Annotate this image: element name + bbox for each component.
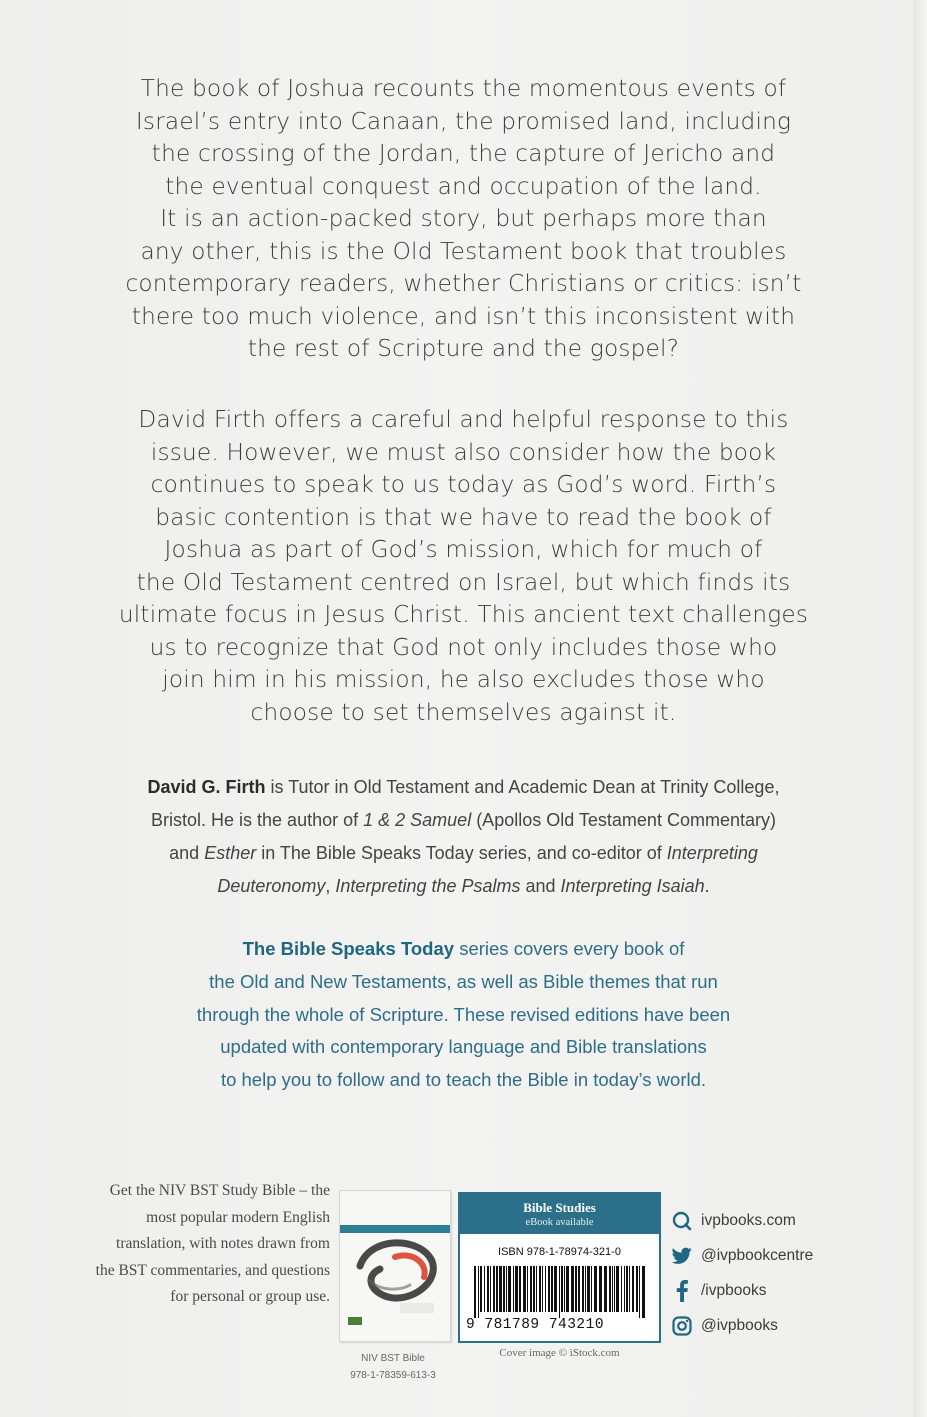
barcode-bar (564, 1266, 565, 1312)
barcode-bar (561, 1266, 563, 1312)
barcode-bar (542, 1266, 543, 1312)
instagram-icon (671, 1315, 693, 1337)
cover-image-credit: Cover image © iStock.com (499, 1347, 620, 1359)
series-description (100, 933, 827, 1097)
ebook-label: eBook available (525, 1217, 594, 1228)
barcode-bar (545, 1266, 546, 1312)
book-title: Esther (204, 843, 257, 863)
barcode-bar (503, 1266, 505, 1312)
barcode-bar (548, 1266, 550, 1312)
author-name: David G. Firth (147, 777, 266, 797)
blurb-line: the crossing of the Jordan, the capture of Jericho and (151, 140, 776, 167)
barcode-bar (624, 1266, 625, 1312)
category-label: Bible Studies (523, 1200, 596, 1215)
bio-text: in The Bible Speaks Today series, and co-editor of (256, 843, 667, 863)
social-website[interactable] (671, 1203, 871, 1238)
barcode-bar (551, 1266, 553, 1312)
bio-text: and (520, 876, 561, 896)
barcode-bar (604, 1266, 607, 1312)
barcode-bar (484, 1266, 485, 1312)
bio-text: . (704, 876, 710, 896)
blurb-paragraph-1 (60, 73, 867, 366)
barcode-bar (527, 1266, 528, 1312)
barcode-bar (496, 1266, 498, 1312)
social-facebook[interactable] (671, 1273, 871, 1308)
twitter-icon (671, 1245, 693, 1267)
barcode-bar (632, 1266, 634, 1312)
barcode-bar (536, 1266, 537, 1312)
barcode-bar (578, 1266, 580, 1312)
blurb-line: issue. However, we must also consider how the book (150, 438, 777, 466)
barcode-bar (533, 1266, 535, 1312)
instagram-text: @ivpbooks (701, 1316, 778, 1334)
barcode-bar (539, 1266, 541, 1312)
bio-text: , (325, 876, 336, 896)
blurb-line: the rest of Scripture and the gospel? (247, 335, 680, 362)
barcode-bar (493, 1266, 495, 1312)
barcode-bar (506, 1266, 507, 1312)
series-line: the Old and New Testaments, as well as Bible themes that run (209, 970, 718, 992)
blurb-line: continues to speak to us today as God’s word. Firth’s (150, 471, 777, 498)
promo-line: translation, with notes drawn from (116, 1235, 330, 1252)
blurb-line: there too much violence, and isn’t this inconsistent with (131, 302, 796, 330)
barcode-bar (626, 1266, 628, 1312)
barcode-bar (616, 1266, 619, 1312)
study-bible-label: NIV BST Bible (361, 1353, 425, 1364)
barcode-header (460, 1194, 659, 1234)
book-title: 1 & 2 Samuel (363, 810, 472, 830)
facebook-text: /ivpbooks (701, 1281, 767, 1299)
author-bio: David G. Firth is Tutor in Old Testament and Academic Dean at Trinity College, Bristol. He is the author of 1 & 2 Samuel (Apollos Old Testament Commentary) and Esther in The Bible Speaks Today series, and co-editor of Interpreting Deuteronomy, Interpreting the Psalms and Interpreting Isaiah. (147, 777, 780, 896)
book-title: Interpreting Isaiah (560, 876, 705, 896)
barcode-bar (575, 1266, 577, 1312)
promo-line: for personal or group use. (170, 1288, 330, 1305)
blurb-line: choose to set themselves against it. (250, 698, 677, 726)
barcode-bar (609, 1266, 611, 1312)
social-instagram[interactable] (671, 1308, 871, 1343)
study-bible-promo (40, 1178, 330, 1311)
book-title: Interpreting the Psalms (335, 876, 521, 896)
barcode-bar (636, 1266, 638, 1312)
search-icon (671, 1210, 693, 1232)
barcode-bar (554, 1266, 557, 1312)
blurb-line: ultimate focus in Jesus Christ. This ancient text challenges (118, 601, 809, 628)
blurb-line: It is an action-packed story, but perhaps more than (160, 205, 767, 232)
promo-line: most popular modern English (146, 1208, 330, 1226)
study-bible-caption (320, 1350, 466, 1384)
promo-line: Get the NIV BST Study Bible – the (109, 1182, 330, 1199)
barcode-bar (490, 1266, 491, 1312)
barcode-bar (591, 1266, 592, 1312)
isbn-text: ISBN 978-1-78974-321-0 (498, 1246, 621, 1258)
series-line: updated with contemporary language and Bible translations (220, 1036, 707, 1058)
book-title: Deuteronomy (217, 876, 326, 896)
barcode-bar (566, 1266, 569, 1312)
blurb-line: any other, this is the Old Testament book that troubles (140, 237, 787, 265)
barcode-bar (587, 1266, 590, 1312)
study-bible-isbn: 978-1-78359-613-3 (350, 1370, 436, 1381)
barcode-bar (515, 1266, 518, 1312)
series-line: to help you to follow and to teach the Bible in today’s world. (220, 1069, 707, 1091)
blurb-line: Joshua as part of God’s mission, which for much of (164, 536, 763, 563)
barcode-bar (585, 1266, 586, 1312)
barcode-bar (523, 1266, 526, 1312)
bio-text: is Tutor in Old Testament and Academic Dean at Trinity College, (265, 777, 780, 797)
blurb-line: contemporary readers, whether Christians or critics: isn’t (125, 270, 802, 297)
series-name: The Bible Speaks Today (242, 938, 455, 959)
barcode-bar (530, 1266, 532, 1312)
blurb-line: us to recognize that God not only includes those who (149, 633, 778, 661)
bio-text: Bristol. He is the author of (151, 810, 364, 830)
blurb-line: basic contention is that we have to read the book of (155, 503, 772, 531)
study-bible-cover-image (339, 1190, 451, 1342)
barcode-bar (559, 1266, 560, 1318)
website-text: ivpbooks.com (701, 1211, 796, 1229)
blurb-line: David Firth offers a careful and helpful response to this (138, 406, 789, 433)
series-line: through the whole of Scripture. These revised editions have been (196, 1003, 731, 1025)
barcode-bar (519, 1266, 521, 1312)
barcode-bar (480, 1266, 482, 1312)
barcode-bar (508, 1266, 511, 1312)
blurb-line: join him in his mission, he also excludes those who (162, 666, 765, 693)
social-twitter[interactable] (671, 1238, 871, 1273)
facebook-icon (671, 1280, 693, 1302)
twitter-text: @ivpbookcentre (701, 1246, 814, 1264)
social-links (671, 1203, 871, 1343)
barcode-graphic (474, 1266, 646, 1318)
barcode-bar (474, 1266, 476, 1318)
barcode-bar (499, 1266, 502, 1312)
blurb-line: the Old Testament centred on Israel, but which finds its (136, 568, 791, 596)
book-title: Interpreting (666, 843, 758, 863)
cover-edge (913, 0, 927, 1417)
barcode-bar (639, 1266, 640, 1318)
barcode-bar (582, 1266, 584, 1312)
bio-text: (Apollos Old Testament Commentary) (471, 810, 776, 830)
study-bible-swirl-graphic (340, 1191, 450, 1341)
barcode-bar (629, 1266, 630, 1312)
barcode-panel (458, 1192, 661, 1343)
blurb-line: Israel’s entry into Canaan, the promised land, including (135, 107, 792, 135)
barcode-bar (487, 1266, 489, 1312)
barcode-bar (612, 1266, 613, 1312)
barcode-bar (614, 1266, 615, 1312)
barcode-bar (599, 1266, 602, 1312)
barcode-digits: 9 781789 743210 (466, 1317, 605, 1333)
barcode-bar (594, 1266, 597, 1312)
blurb-line: the eventual conquest and occupation of the land. (165, 172, 762, 200)
blurb-line: The book of Joshua recounts the momentous events of (140, 75, 787, 102)
blurb-paragraph-2 (60, 404, 867, 729)
barcode-bar (642, 1266, 645, 1318)
barcode-bar (571, 1266, 574, 1312)
series-line: series covers every book of (454, 938, 685, 959)
barcode-bar (478, 1266, 479, 1318)
barcode-bar (621, 1266, 622, 1312)
promo-line: the BST commentaries, and questions (95, 1261, 330, 1279)
barcode-bar (513, 1266, 514, 1312)
